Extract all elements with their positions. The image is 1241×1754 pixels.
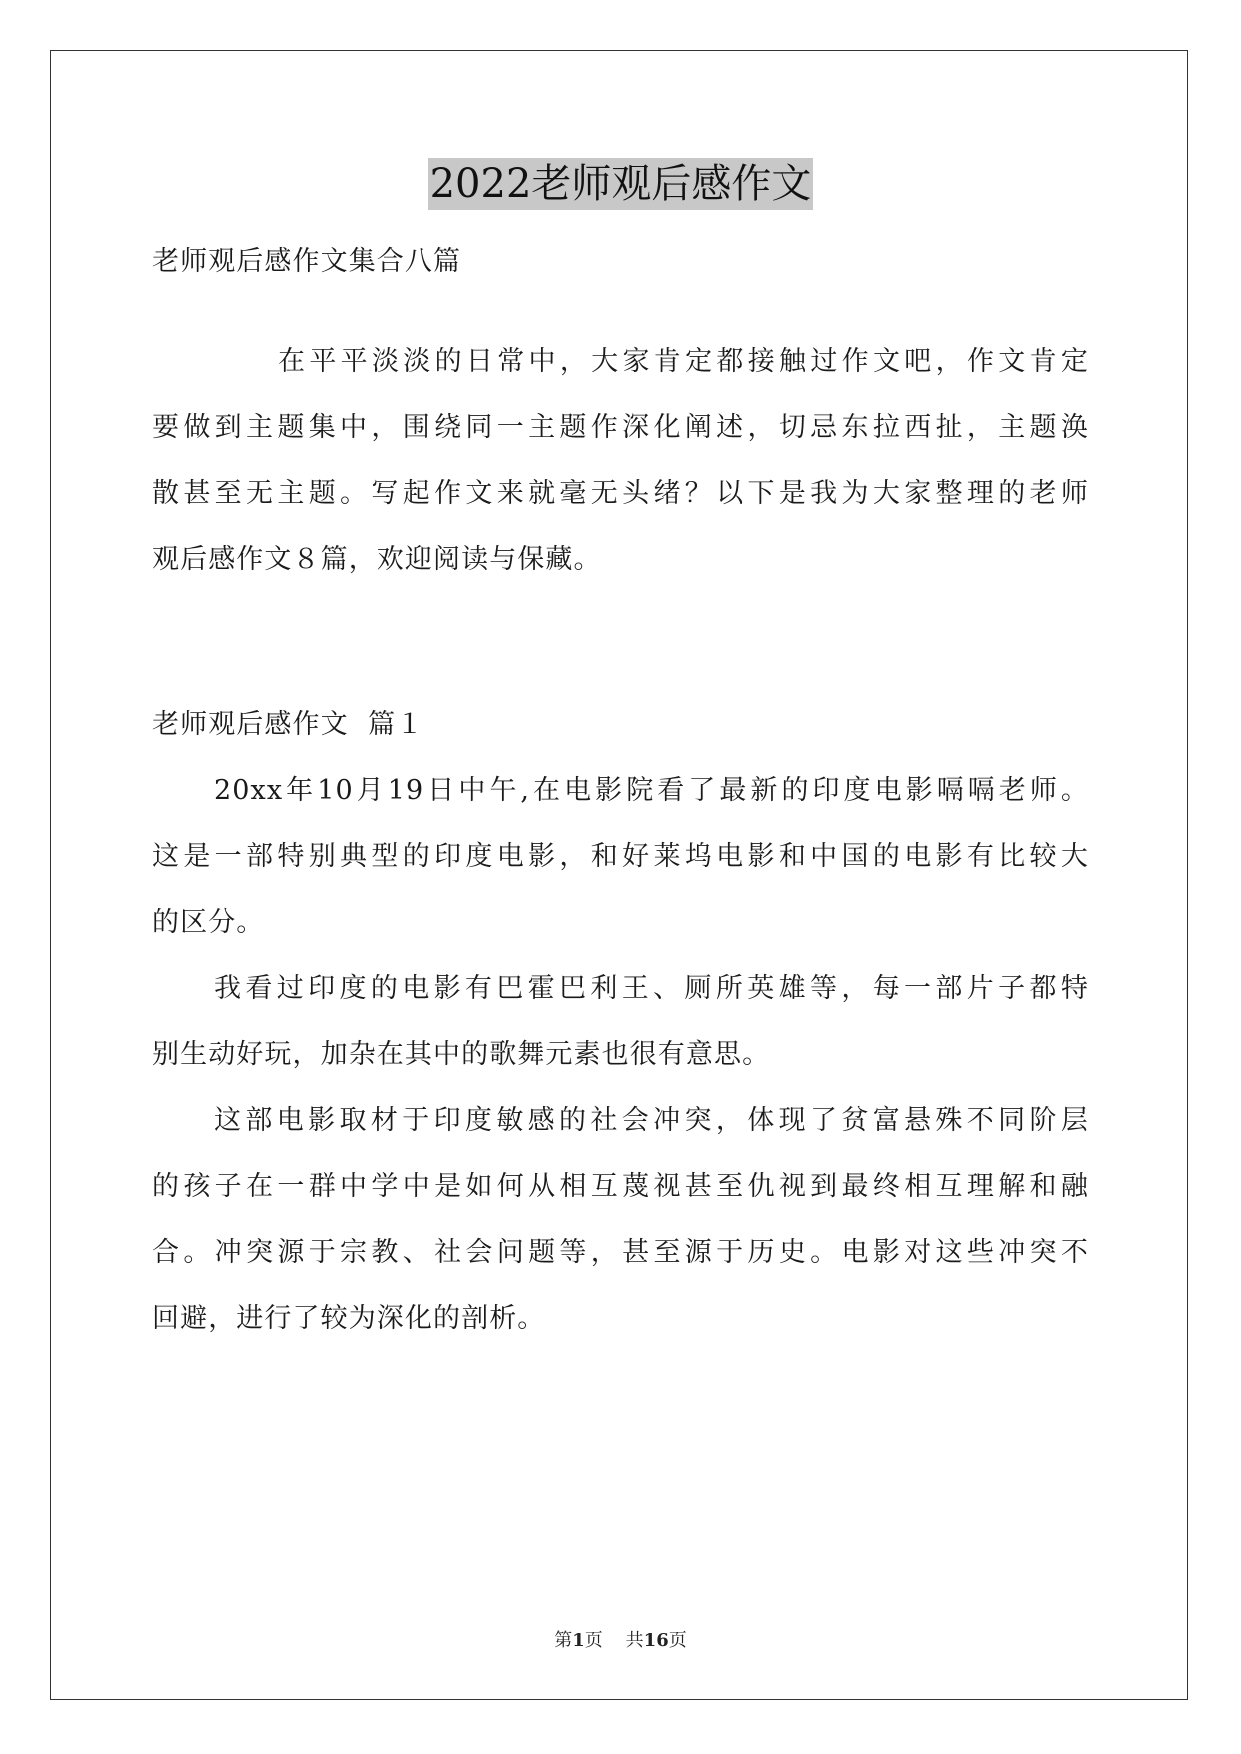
paragraph2-line-1: 我看过印度的电影有巴霍巴利王、厕所英雄等，每一部片子都特	[214, 973, 1089, 1004]
page-footer	[0, 1629, 1241, 1653]
intro-line-3: 散甚至无主题。写起作文来就毫无头绪？以下是我为大家整理的老师	[152, 478, 1089, 509]
document-title: 2022老师观后感作文	[428, 158, 814, 210]
paragraph1-line-3: 的区分。	[152, 907, 265, 938]
page-prefix: 第	[554, 1630, 573, 1651]
page-suffix: 页	[584, 1630, 603, 1651]
paragraph3-line-4: 回避，进行了较为深化的剖析。	[152, 1303, 546, 1334]
paragraph1-line-1: 20xx年10月19日中午,在电影院看了最新的印度电影嗝嗝老师。	[214, 775, 1089, 806]
title-container	[0, 158, 1241, 210]
total-suffix: 页	[668, 1630, 687, 1651]
paragraph3-line-1: 这部电影取材于印度敏感的社会冲突，体现了贫富悬殊不同阶层	[214, 1105, 1089, 1136]
intro-line-4: 观后感作文８篇，欢迎阅读与保藏。	[152, 544, 602, 575]
intro-line-2: 要做到主题集中，围绕同一主题作深化阐述，切忌东拉西扯，主题涣	[152, 412, 1089, 443]
total-pages: 16	[643, 1630, 669, 1651]
paragraph3-line-2: 的孩子在一群中学中是如何从相互蔑视甚至仇视到最终相互理解和融	[152, 1171, 1089, 1202]
total-prefix: 共	[625, 1630, 644, 1651]
page-number: 1	[572, 1630, 585, 1651]
page-border	[50, 50, 1188, 1700]
paragraph3-line-3: 合。冲突源于宗教、社会问题等，甚至源于历史。电影对这些冲突不	[152, 1237, 1089, 1268]
section-heading: 老师观后感作文 篇１	[152, 709, 425, 740]
paragraph2-line-2: 别生动好玩，加杂在其中的歌舞元素也很有意思。	[152, 1039, 771, 1070]
document-subtitle: 老师观后感作文集合八篇	[152, 246, 462, 277]
paragraph1-line-2: 这是一部特别典型的印度电影，和好莱坞电影和中国的电影有比较大	[152, 841, 1089, 872]
intro-line-1: 在平平淡淡的日常中，大家肯定都接触过作文吧，作文肯定	[278, 346, 1089, 377]
